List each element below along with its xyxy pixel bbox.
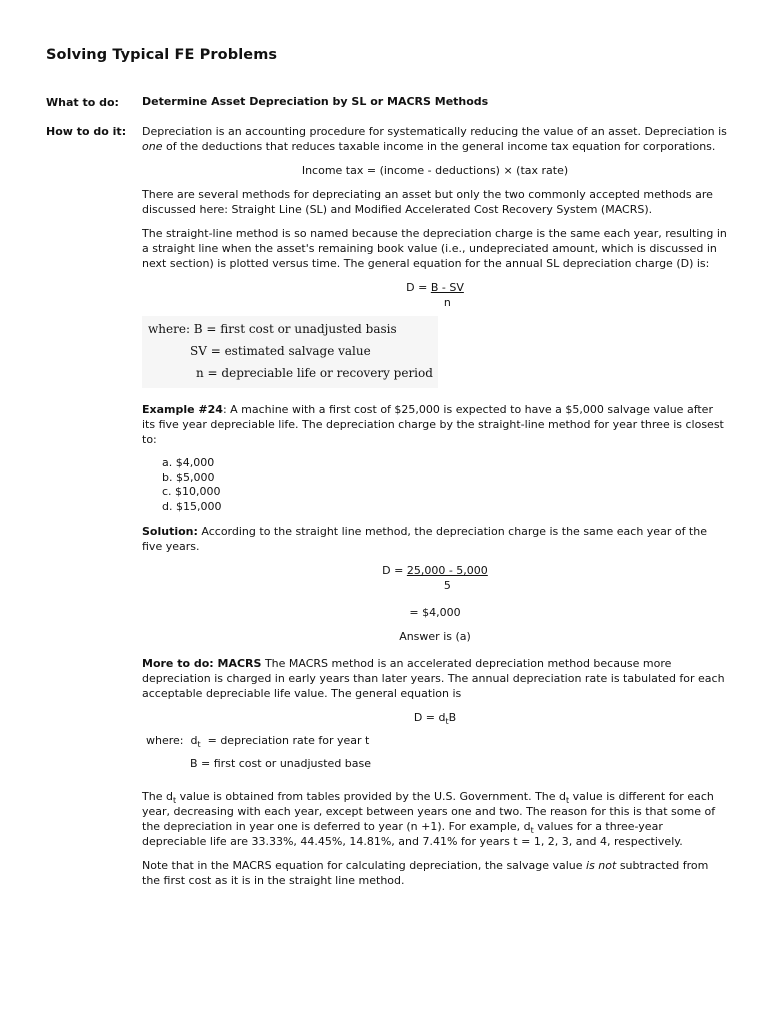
- option-d: d. $15,000: [162, 499, 222, 513]
- intro-paragraph: Depreciation is an accounting procedure for systematically reducing the value of an asset. Depreciation is one of the deductions that reduces taxable income in the general income tax equation for corporations.: [142, 125, 727, 153]
- variable-definitions: where: B = first cost or unadjusted basis SV = estimated salvage value n = depreciable life or recovery period: [142, 316, 438, 388]
- methods-paragraph: There are several methods for depreciating an asset but only the two commonly accepted methods are discussed here: Straight Line (SL) and Modified Accelerated Cost Recovery System (MACRS).: [142, 188, 713, 216]
- how-content: [142, 124, 728, 897]
- answer-options: [162, 456, 728, 514]
- answer-text: Answer is (a): [399, 630, 471, 643]
- page-title: Solving Typical FE Problems: [46, 47, 278, 63]
- income-tax-equation: Income tax = (income - deductions) × (tax rate): [301, 164, 569, 177]
- option-b: b. $5,000: [162, 470, 215, 484]
- solution-equation: $D = \frac{25,000 - 5,000}{5}$: [382, 564, 488, 592]
- straight-line-paragraph: The straight-line method is so named because the depreciation charge is the same each year, resulting in a straight line when the asset's remaining book value (i.e., undepreciated amount, which is discussed in next section) is plotted versus time. The general equation for the annual SL depreciation charge (D) is:: [142, 227, 727, 270]
- how-label: How to do it:: [46, 125, 127, 138]
- example-paragraph: Example #24: A machine with a first cost of $25,000 is expected to have a $5,000 salvage value after its five year depreciable life. The depreciation charge by the straight-line method for year three is closest to:: [142, 403, 724, 446]
- note-paragraph: Note that in the MACRS equation for calculating depreciation, the salvage value is not subtracted from the first cost as it is in the straight line method.: [142, 859, 709, 887]
- macrs-paragraph: More to do: MACRS The MACRS method is an accelerated depreciation method because more depreciation is charged in early years than later years. The annual depreciation rate is tabulated for each acceptable depreciable life value. The general equation is: [142, 657, 725, 700]
- option-a: a. $4,000: [162, 456, 215, 469]
- option-c: c. $10,000: [162, 485, 221, 498]
- dt-explanation-paragraph: The $d_t$ value is obtained from tables provided by the U.S. Government. The $d_t$ value is different for each year, decreasing with each year, except between years one and two. The reason for this is that some of the depreciation in year one is deferred to year (n +1). For example, $d_t$ values for a three-year depreciable life are 33.33%, 44.45%, 14.81%, and 7.41% for years t = 1, 2, 3, and 4, respectively.: [142, 790, 716, 848]
- task-heading: Determine Asset Depreciation by SL or MACRS Methods: [142, 95, 489, 108]
- what-label: What to do:: [46, 96, 119, 109]
- macrs-equation: $D = d_tB$: [413, 711, 457, 726]
- solution-result: = $4,000: [409, 606, 461, 619]
- macrs-definitions: where: $d_t$ = depreciation rate for year t B = first cost or unadjusted base: [146, 734, 372, 770]
- sl-equation: $D = \frac{B - SV}{n}$: [406, 281, 464, 309]
- solution-paragraph: Solution: According to the straight line method, the depreciation charge is the same each year of the five years.: [142, 525, 707, 553]
